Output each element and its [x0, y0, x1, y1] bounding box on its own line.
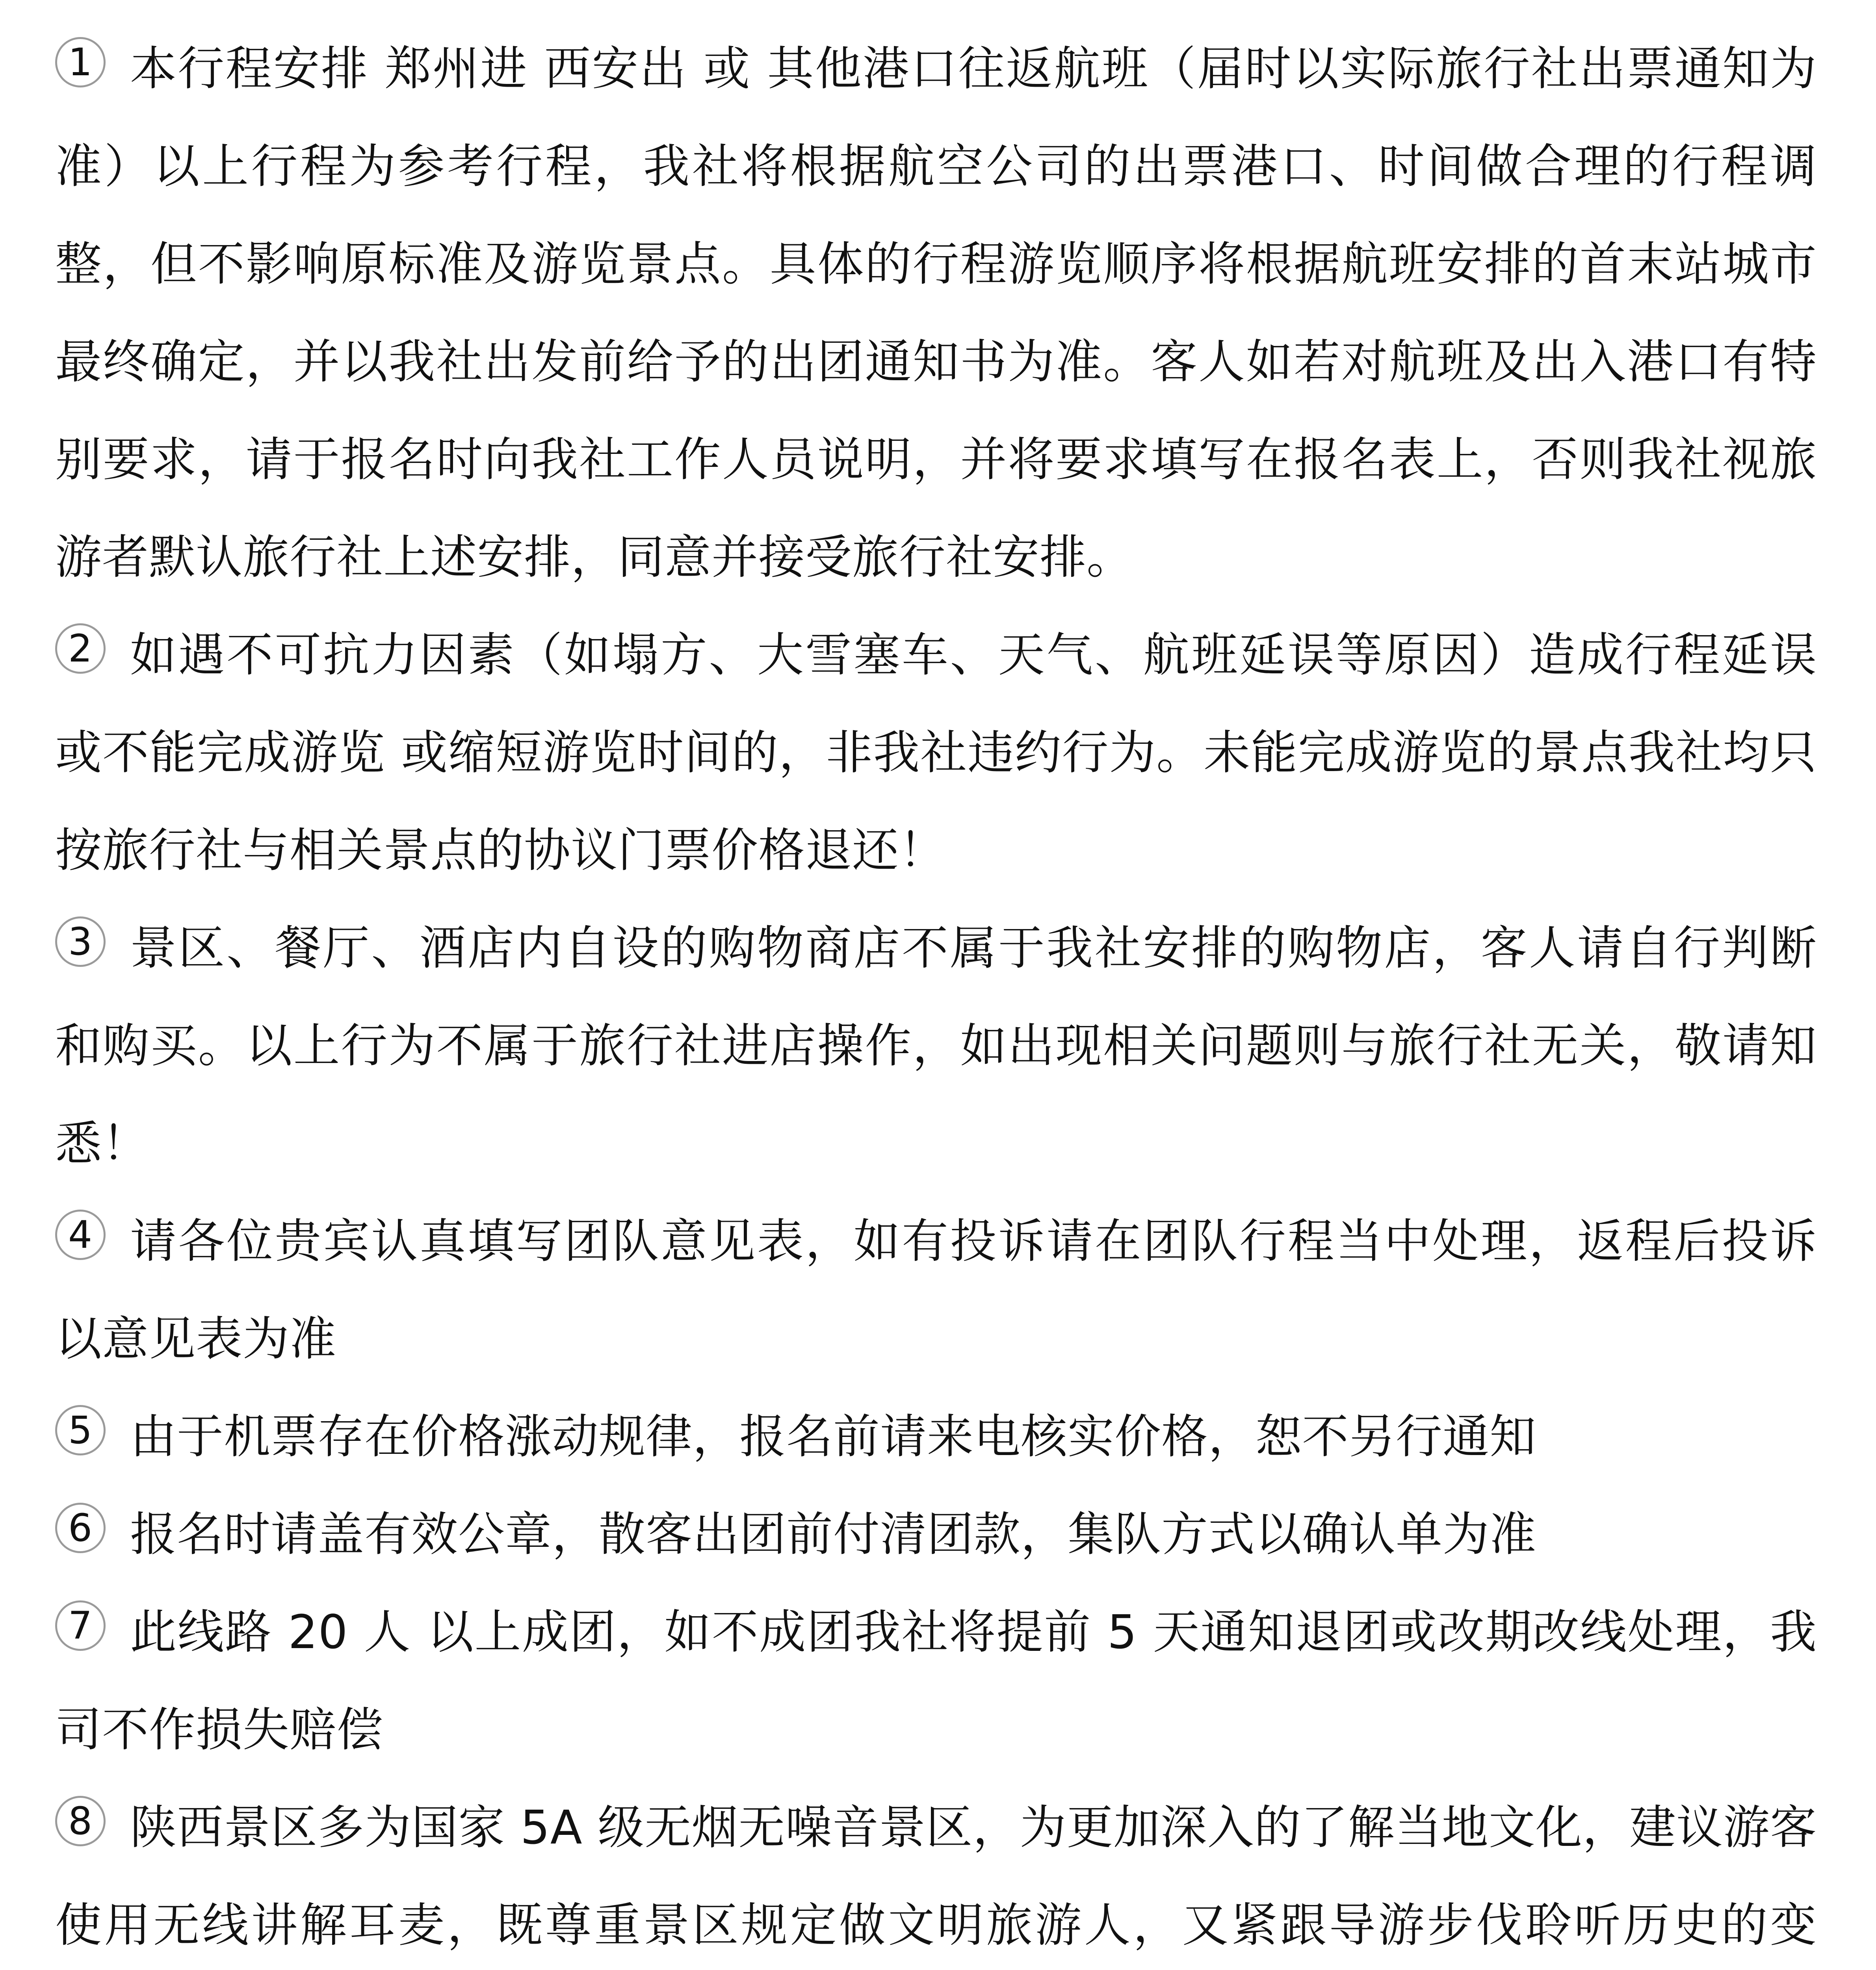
note-text-8: 陕西景区多为国家 5A 级无烟无噪音景区，为更加深入的了解当地文化，建议游客使用无线讲解耳麦，既尊重景区规定做文明旅游人，又紧跟导游步伐聆听历史的变 [55, 1800, 1817, 1952]
note-text-1: 本行程安排 郑州进 西安出 或 其他港口往返航班（届时以实际旅行社出票通知为准）以上行程为参考行程，我社将根据航空公司的出票港口、时间做合理的行程调整，但不影响原标准及游览景点。具体的行程游览顺序将根据航班安排的首末站城市最终确定，并以我社出发前给予的出团通知书为准。客人如若对航班及出入港口有特别要求，请于报名时向我社工作人员说明，并将要求填写在报名表上，否则我社视旅游者默认旅行社上述安排，同意并接受旅行社安排。 [55, 41, 1817, 584]
note-number-3: 3 [55, 916, 106, 967]
notes-list [55, 20, 1817, 1970]
note-item-7 [55, 1583, 1817, 1779]
note-item-4 [55, 1192, 1817, 1388]
note-text-2: 如遇不可抗力因素（如塌方、大雪塞车、天气、航班延误等原因）造成行程延误 或不能完成游览 或缩短游览时间的，非我社违约行为。未能完成游览的景点我社均只按旅行社与相关景点的协议门票价格退还！ [55, 628, 1817, 877]
note-text-4: 请各位贵宾认真填写团队意见表，如有投诉请在团队行程当中处理，返程后投诉以意见表为准 [55, 1214, 1817, 1366]
note-item-1 [55, 20, 1817, 606]
note-number-5: 5 [55, 1405, 106, 1455]
note-item-8 [55, 1779, 1817, 1970]
note-text-5: 由于机票存在价格涨动规律，报名前请来电核实价格，恕不另行通知 [130, 1409, 1537, 1464]
note-number-1: 1 [55, 37, 106, 87]
note-item-2 [55, 606, 1817, 899]
note-number-4: 4 [55, 1210, 106, 1260]
note-item-3 [55, 899, 1817, 1192]
note-number-6: 6 [55, 1503, 106, 1553]
note-text-6: 报名时请盖有效公章，散客出团前付清团款，集队方式以确认单为准 [130, 1507, 1537, 1561]
note-item-5 [55, 1388, 1817, 1485]
note-text-7: 此线路 20 人 以上成团，如不成团我社将提前 5 天通知退团或改期改线处理，我司不作损失赔偿 [55, 1605, 1817, 1757]
note-item-6 [55, 1485, 1817, 1583]
note-number-8: 8 [55, 1796, 106, 1846]
note-number-2: 2 [55, 623, 106, 674]
note-text-3: 景区、餐厅、酒店内自设的购物商店不属于我社安排的购物店，客人请自行判断和购买。以上行为不属于旅行社进店操作，如出现相关问题则与旅行社无关，敬请知悉！ [55, 921, 1817, 1171]
note-number-7: 7 [55, 1600, 106, 1651]
